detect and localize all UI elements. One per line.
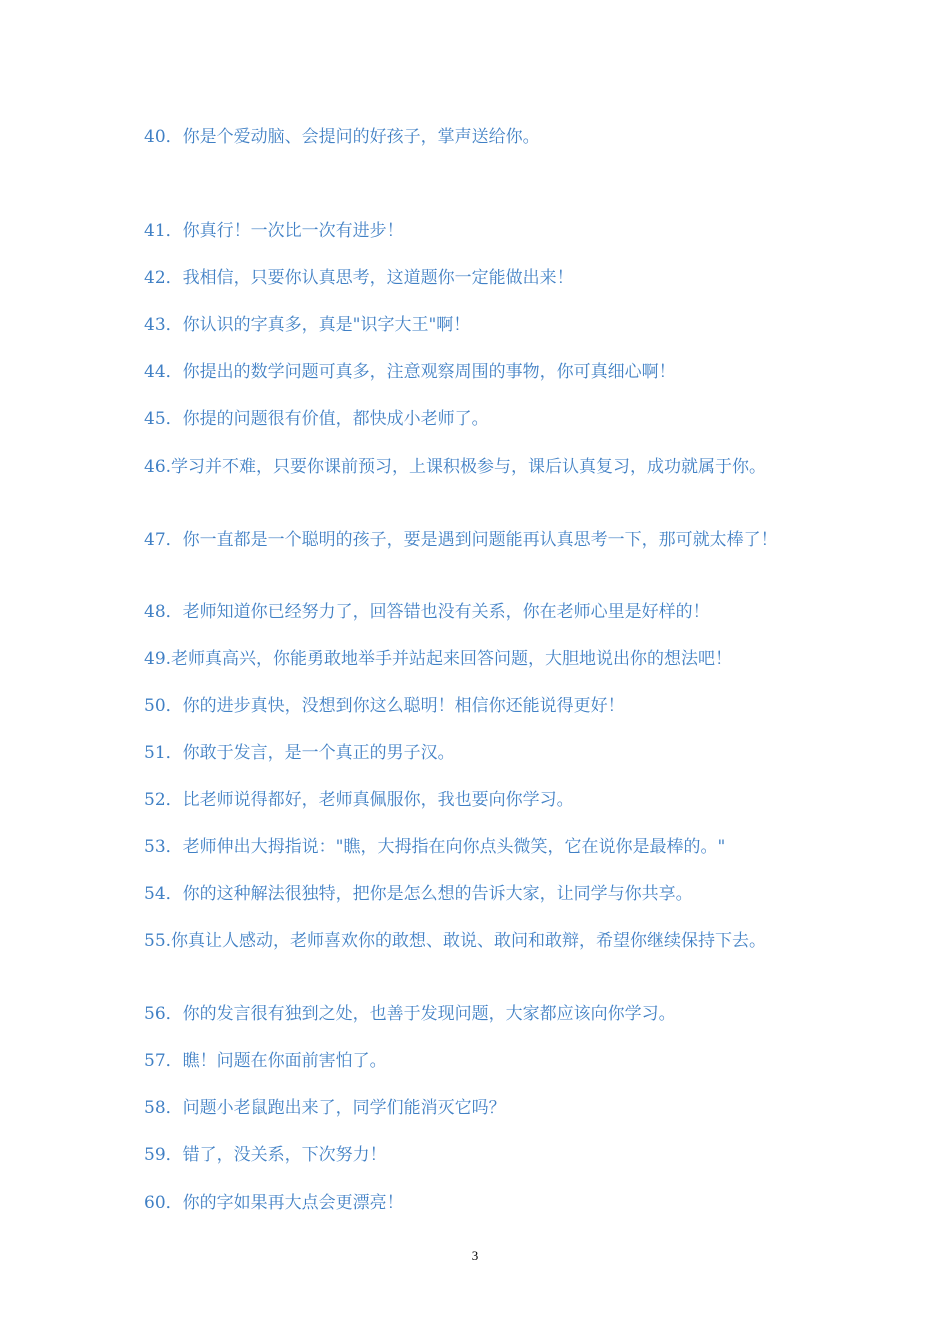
praise-line-57: 57．瞧！问题在你面前害怕了。 [144, 1051, 387, 1071]
praise-line-41: 41．你真行！一次比一次有进步！ [144, 221, 404, 241]
praise-line-47: 47．你一直都是一个聪明的孩子，要是遇到问题能再认真思考一下，那可就太棒了！ [144, 530, 778, 550]
praise-line-44: 44．你提出的数学问题可真多，注意观察周围的事物，你可真细心啊！ [144, 362, 676, 382]
praise-line-50: 50．你的进步真快，没想到你这么聪明！相信你还能说得更好！ [144, 696, 625, 716]
praise-line-42: 42．我相信，只要你认真思考，这道题你一定能做出来！ [144, 268, 574, 288]
praise-line-52: 52．比老师说得都好，老师真佩服你，我也要向你学习。 [144, 790, 574, 810]
page-number: 3 [471, 1248, 479, 1263]
praise-line-60: 60．你的字如果再大点会更漂亮！ [144, 1193, 404, 1213]
praise-line-49: 49.老师真高兴，你能勇敢地举手并站起来回答问题，大胆地说出你的想法吧！ [144, 649, 733, 669]
praise-line-51: 51．你敢于发言，是一个真正的男子汉。 [144, 743, 455, 763]
praise-line-56: 56．你的发言很有独到之处，也善于发现问题，大家都应该向你学习。 [144, 1004, 676, 1024]
praise-line-59: 59．错了，没关系，下次努力！ [144, 1145, 387, 1165]
praise-line-48: 48．老师知道你已经努力了，回答错也没有关系，你在老师心里是好样的！ [144, 602, 710, 622]
praise-line-43: 43．你认识的字真多，真是"识字大王"啊！ [144, 315, 471, 335]
praise-line-58: 58．问题小老鼠跑出来了，同学们能消灭它吗？ [144, 1098, 506, 1118]
praise-line-55: 55.你真让人感动，老师喜欢你的敢想、敢说、敢问和敢辩，希望你继续保持下去。 [144, 931, 767, 951]
praise-line-45: 45．你提的问题很有价值，都快成小老师了。 [144, 409, 489, 429]
praise-line-46: 46.学习并不难，只要你课前预习，上课积极参与，课后认真复习，成功就属于你。 [144, 457, 767, 477]
praise-line-54: 54．你的这种解法很独特，把你是怎么想的告诉大家，让同学与你共享。 [144, 884, 693, 904]
praise-line-53: 53．老师伸出大拇指说："瞧，大拇指在向你点头微笑，它在说你是最棒的。" [144, 837, 726, 857]
praise-line-40: 40．你是个爱动脑、会提问的好孩子，掌声送给你。 [144, 127, 540, 147]
